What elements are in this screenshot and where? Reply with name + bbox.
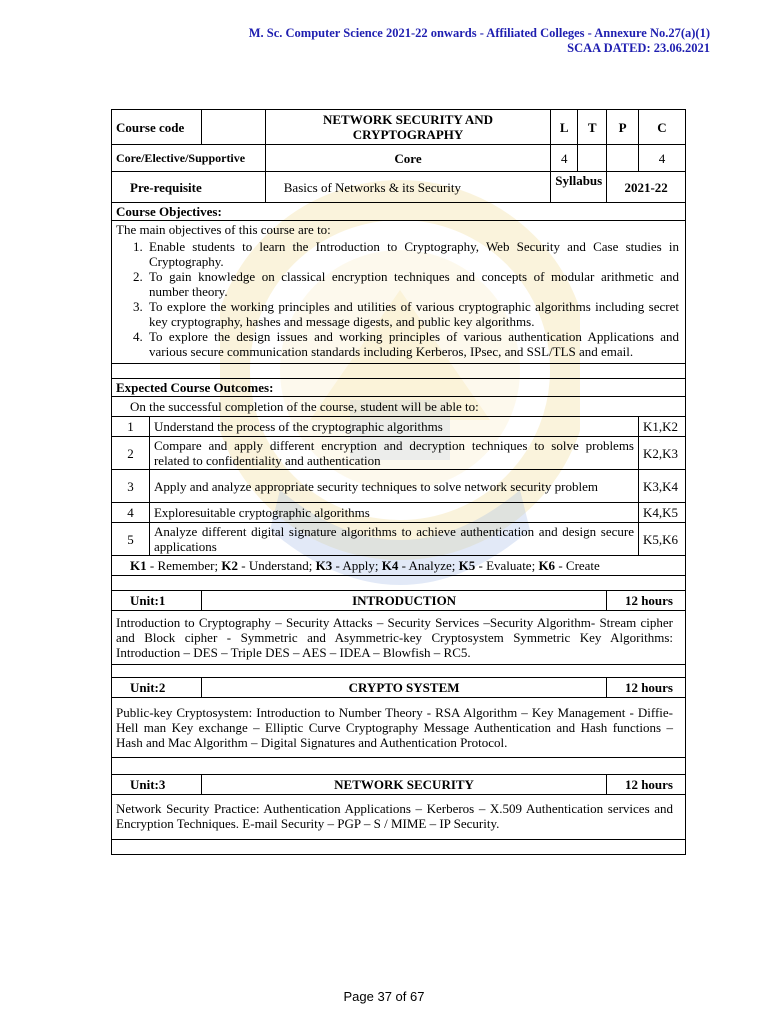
- outcome-number: 2: [112, 437, 150, 470]
- outcome-k-level: K2,K3: [639, 437, 686, 470]
- outcome-row: [112, 523, 686, 556]
- objectives-heading: Course Objectives:: [112, 203, 686, 221]
- unit-header-row: [112, 678, 686, 698]
- outcome-k-level: K3,K4: [639, 470, 686, 503]
- k-legend: [112, 556, 686, 576]
- course-code-value: [201, 110, 265, 145]
- course-type-value: Core: [265, 145, 551, 172]
- unit-content-row: [112, 611, 686, 665]
- objectives-intro: The main objectives of this course are to:: [116, 222, 331, 237]
- outcomes-intro: On the successful completion of the course, student will be able to:: [112, 397, 686, 417]
- k-legend-key: K3: [315, 558, 333, 573]
- unit-content: Public-key Cryptosystem: Introduction to Number Theory - RSA Algorithm – Key Management - Diffie-Hell man Key exchange – Elliptic Curve Cryptography Message Authentication and Hash functions – Hash and Mac Algorithm – Digital Signatures and Authentication Protocol.: [112, 698, 686, 758]
- unit-header-row: [112, 591, 686, 611]
- k-legend-key: K4: [381, 558, 399, 573]
- page-number: Page 37 of 67: [343, 989, 425, 1004]
- spacer-row: [112, 665, 686, 678]
- syllabus-value: 2021-22: [607, 172, 686, 203]
- prerequisite-label: Pre-requisite: [112, 172, 266, 203]
- spacer-row: [112, 758, 686, 775]
- unit-label: Unit:3: [112, 775, 202, 795]
- header-t: T: [578, 110, 607, 145]
- unit-title: NETWORK SECURITY: [201, 775, 606, 795]
- outcomes-heading-row: [112, 379, 686, 397]
- outcome-text: Analyze different digital signature algorithms to achieve authentication and design secure applications: [149, 523, 638, 556]
- k-legend-row: [112, 556, 686, 576]
- header-line-2: SCAA DATED: 23.06.2021: [567, 41, 710, 55]
- spacer-row: [112, 840, 686, 855]
- unit-content-row: [112, 698, 686, 758]
- outcome-row: [112, 503, 686, 523]
- outcome-k-level: K4,K5: [639, 503, 686, 523]
- objective-item: 2. To gain knowledge on classical encryption techniques and concepts of modular arithmetic and number theory.: [146, 269, 679, 299]
- course-title: [265, 110, 551, 145]
- course-title-line-2: CRYPTOGRAPHY: [352, 127, 464, 142]
- k-legend-desc: - Understand;: [237, 558, 316, 573]
- course-type-label: Core/Elective/Supportive: [112, 145, 266, 172]
- course-title-line-1: NETWORK SECURITY AND: [323, 112, 493, 127]
- spacer-row: [112, 576, 686, 591]
- objective-item: 1. Enable students to learn the Introduction to Cryptography, Web Security and Case studies in Cryptography.: [146, 239, 679, 269]
- k-legend-desc: - Create: [555, 558, 600, 573]
- p-value: [607, 145, 639, 172]
- course-code-row: [112, 110, 686, 145]
- outcome-row: [112, 417, 686, 437]
- unit-label: Unit:1: [112, 591, 202, 611]
- header-c: C: [639, 110, 686, 145]
- unit-label: Unit:2: [112, 678, 202, 698]
- outcome-number: 1: [112, 417, 150, 437]
- unit-hours: 12 hours: [607, 591, 686, 611]
- outcome-k-level: K1,K2: [639, 417, 686, 437]
- k-legend-desc: - Evaluate;: [475, 558, 539, 573]
- objective-item: 4. To explore the design issues and working principles of various authentication Applications and various secure communication standards including Kerberos, IPsec, and SSL/TLS and email.: [146, 329, 679, 359]
- unit-hours: 12 hours: [607, 775, 686, 795]
- course-type-row: [112, 145, 686, 172]
- outcome-number: 5: [112, 523, 150, 556]
- k-legend-desc: - Apply;: [332, 558, 382, 573]
- header-l: L: [551, 110, 578, 145]
- t-value: [578, 145, 607, 172]
- outcome-row: [112, 437, 686, 470]
- k-legend-key: K6: [538, 558, 556, 573]
- unit-content: Network Security Practice: Authentication Applications – Kerberos – X.509 Authentication services and Encryption Techniques. E-mail Security – PGP – S / MIME – IP Security.: [112, 795, 686, 840]
- unit-content-row: [112, 795, 686, 840]
- outcome-number: 4: [112, 503, 150, 523]
- unit-title: INTRODUCTION: [201, 591, 606, 611]
- unit-content: Introduction to Cryptography – Security Attacks – Security Services –Security Algorithm- Stream cipher and Block cipher - Symmetric and Asymmetric-key Cryptosystem Symmetric Key Algorithms: Introduction – DES – Triple DES – AES – IDEA – Blowfish – RC5.: [112, 611, 686, 665]
- page-header: [249, 26, 710, 56]
- outcomes-heading: Expected Course Outcomes:: [112, 379, 686, 397]
- c-value: 4: [639, 145, 686, 172]
- header-p: P: [607, 110, 639, 145]
- objectives-body: [112, 221, 686, 364]
- l-value: 4: [551, 145, 578, 172]
- outcome-number: 3: [112, 470, 150, 503]
- unit-title: CRYPTO SYSTEM: [201, 678, 606, 698]
- outcome-text: Compare and apply different encryption and decryption techniques to solve problems related to confidentiality and authentication: [149, 437, 638, 470]
- objectives-heading-row: [112, 203, 686, 221]
- unit-header-row: [112, 775, 686, 795]
- objectives-body-row: [112, 221, 686, 364]
- spacer-row: [112, 364, 686, 379]
- syllabus-label: Syllabus: [551, 172, 607, 203]
- k-legend-desc: - Remember;: [146, 558, 222, 573]
- objectives-list: [146, 239, 679, 359]
- objective-item: 3. To explore the working principles and utilities of various cryptographic algorithms including secret key cryptography, hashes and message digests, and public key algorithms.: [146, 299, 679, 329]
- outcome-k-level: K5,K6: [639, 523, 686, 556]
- outcome-row: [112, 470, 686, 503]
- header-line-1: M. Sc. Computer Science 2021-22 onwards - Affiliated Colleges - Annexure No.27(a)(1): [248, 26, 710, 40]
- k-legend-key: K5: [458, 558, 476, 573]
- prerequisite-value: Basics of Networks & its Security: [265, 172, 551, 203]
- unit-hours: 12 hours: [607, 678, 686, 698]
- k-legend-key: K2: [221, 558, 238, 573]
- outcome-text: Understand the process of the cryptographic algorithms: [149, 417, 638, 437]
- outcome-text: Apply and analyze appropriate security techniques to solve network security problem: [149, 470, 638, 503]
- outcome-text: Exploresuitable cryptographic algorithms: [149, 503, 638, 523]
- course-code-label: Course code: [112, 110, 202, 145]
- syllabus-table: [111, 109, 686, 855]
- k-legend-desc: - Analyze;: [398, 558, 459, 573]
- outcomes-intro-row: [112, 397, 686, 417]
- prerequisite-row: [112, 172, 686, 203]
- k-legend-key: K1: [130, 558, 147, 573]
